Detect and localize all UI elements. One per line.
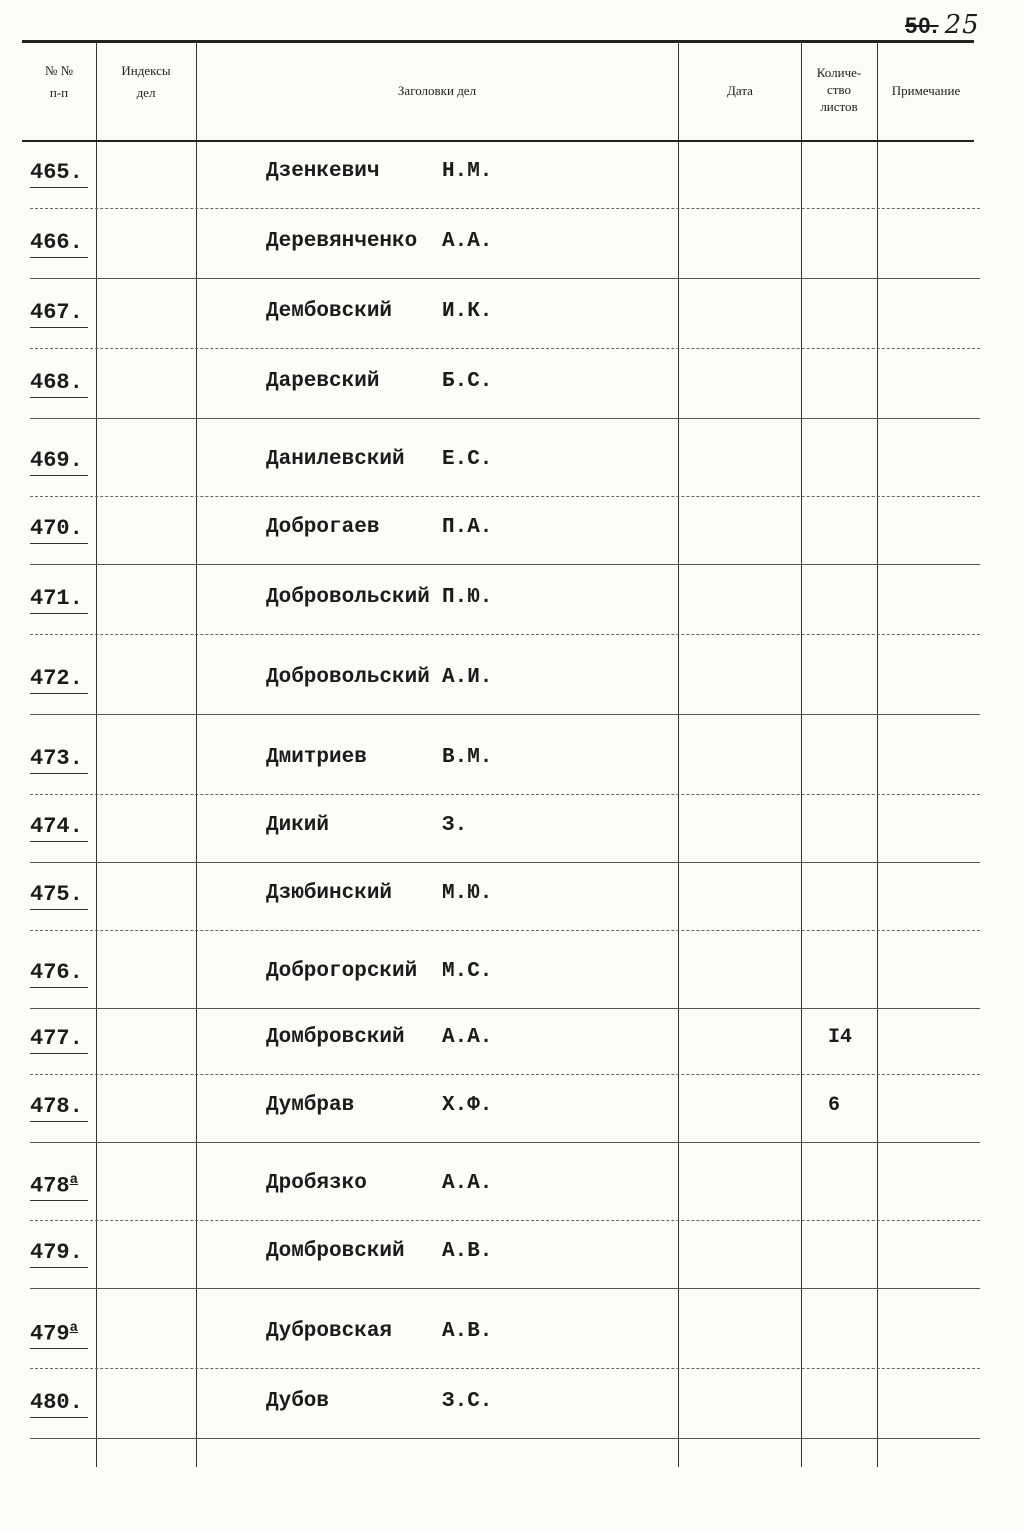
row-separator xyxy=(30,564,980,565)
row-separator xyxy=(30,1438,980,1439)
case-initials: Б.С. xyxy=(442,370,493,393)
case-surname: Деревянченко xyxy=(266,230,418,253)
page-number xyxy=(905,10,980,40)
row-separator xyxy=(30,862,980,863)
column-divider xyxy=(801,42,802,1467)
row-separator xyxy=(30,208,980,209)
row-number xyxy=(30,666,88,694)
row-number-text: 477. xyxy=(30,1026,83,1051)
row-number xyxy=(30,230,88,258)
row-number-text: 480. xyxy=(30,1390,83,1415)
row-number-text: 476. xyxy=(30,960,83,985)
case-surname: Дзюбинский xyxy=(266,882,393,905)
row-number-text: 474. xyxy=(30,814,83,839)
row-number-text: 467. xyxy=(30,300,83,325)
row-separator xyxy=(30,348,980,349)
column-divider xyxy=(196,42,197,1467)
case-surname: Доброгаев xyxy=(266,516,380,539)
case-surname: Добровольский xyxy=(266,666,430,689)
column-divider xyxy=(678,42,679,1467)
row-separator xyxy=(30,418,980,419)
row-number xyxy=(30,746,88,774)
row-number-text: 465. xyxy=(30,160,83,185)
header-sheet-count: Количе- ство листов xyxy=(816,65,862,114)
case-surname: Дробязко xyxy=(266,1172,367,1195)
case-initials: А.В. xyxy=(442,1240,493,1263)
case-initials: А.А. xyxy=(442,1026,493,1049)
case-surname: Доброгорский xyxy=(266,960,418,983)
column-divider xyxy=(877,42,878,1467)
header-note: Примечание xyxy=(891,83,961,98)
row-number xyxy=(30,1172,88,1201)
row-number xyxy=(30,1026,88,1054)
row-separator xyxy=(30,634,980,635)
case-initials: М.С. xyxy=(442,960,493,983)
case-surname: Домбровский xyxy=(266,1026,405,1049)
row-number-text: 466. xyxy=(30,230,83,255)
case-surname: Дзенкевич xyxy=(266,160,380,183)
case-initials: А.И. xyxy=(442,666,493,689)
case-initials: Е.С. xyxy=(442,448,493,471)
header-title: Заголовки дел xyxy=(397,83,477,98)
row-number xyxy=(30,448,88,476)
row-number xyxy=(30,1094,88,1122)
row-separator xyxy=(30,1288,980,1289)
row-number-text: 478 xyxy=(30,1173,70,1199)
row-number-text: 471. xyxy=(30,586,83,611)
row-separator xyxy=(30,1074,980,1075)
row-number-suffix: а xyxy=(69,1320,79,1336)
row-number xyxy=(30,586,88,614)
row-number xyxy=(30,1240,88,1268)
row-number xyxy=(30,516,88,544)
sheet-count: I4 xyxy=(828,1026,853,1049)
case-surname: Дубровская xyxy=(266,1320,393,1343)
case-surname: Добровольский xyxy=(266,586,430,609)
row-number-text: 479 xyxy=(30,1321,70,1347)
case-initials: П.А. xyxy=(442,516,493,539)
row-number xyxy=(30,370,88,398)
row-separator xyxy=(30,496,980,497)
case-initials: А.В. xyxy=(442,1320,493,1343)
case-surname: Дембовский xyxy=(266,300,393,323)
case-surname: Думбрав xyxy=(266,1094,355,1117)
row-separator xyxy=(30,794,980,795)
table-top-border xyxy=(22,40,974,43)
sheet-count: 6 xyxy=(828,1094,841,1117)
case-surname: Домбровский xyxy=(266,1240,405,1263)
row-number xyxy=(30,300,88,328)
row-number-text: 468. xyxy=(30,370,83,395)
header-date: Дата xyxy=(727,83,753,98)
row-separator xyxy=(30,930,980,931)
row-number-text: 478. xyxy=(30,1094,83,1119)
row-number-text: 469. xyxy=(30,448,83,473)
row-number xyxy=(30,814,88,842)
row-number xyxy=(30,960,88,988)
row-number-text: 470. xyxy=(30,516,83,541)
row-separator xyxy=(30,714,980,715)
row-separator xyxy=(30,1220,980,1221)
row-number-text: 473. xyxy=(30,746,83,771)
case-surname: Дубов xyxy=(266,1390,330,1413)
row-number xyxy=(30,1390,88,1418)
case-initials: А.А. xyxy=(442,230,493,253)
case-initials: Х.Ф. xyxy=(442,1094,493,1117)
case-surname: Дикий xyxy=(266,814,330,837)
row-separator xyxy=(30,1008,980,1009)
header-number: № № п-п xyxy=(44,63,74,100)
page-number-new: 25 xyxy=(944,10,980,40)
row-separator xyxy=(30,1142,980,1143)
row-separator xyxy=(30,1368,980,1369)
case-initials: З.С. xyxy=(442,1390,493,1413)
row-number xyxy=(30,1320,88,1349)
page-number-old: 50. xyxy=(905,13,939,38)
row-separator xyxy=(30,278,980,279)
row-number-text: 479. xyxy=(30,1240,83,1265)
case-initials: В.М. xyxy=(442,746,493,769)
case-surname: Даревский xyxy=(266,370,380,393)
case-initials: И.К. xyxy=(442,300,493,323)
row-number-suffix: а xyxy=(69,1172,79,1188)
header-bottom-border xyxy=(22,140,974,142)
header-index: Индексы дел xyxy=(121,63,171,100)
case-initials: Н.М. xyxy=(442,160,493,183)
case-surname: Данилевский xyxy=(266,448,405,471)
row-number xyxy=(30,882,88,910)
row-number-text: 472. xyxy=(30,666,83,691)
row-number-text: 475. xyxy=(30,882,83,907)
case-initials: З. xyxy=(442,814,468,837)
case-initials: П.Ю. xyxy=(442,586,493,609)
case-initials: М.Ю. xyxy=(442,882,493,905)
row-number xyxy=(30,160,88,188)
case-surname: Дмитриев xyxy=(266,746,367,769)
column-divider xyxy=(96,42,97,1467)
case-initials: А.А. xyxy=(442,1172,493,1195)
